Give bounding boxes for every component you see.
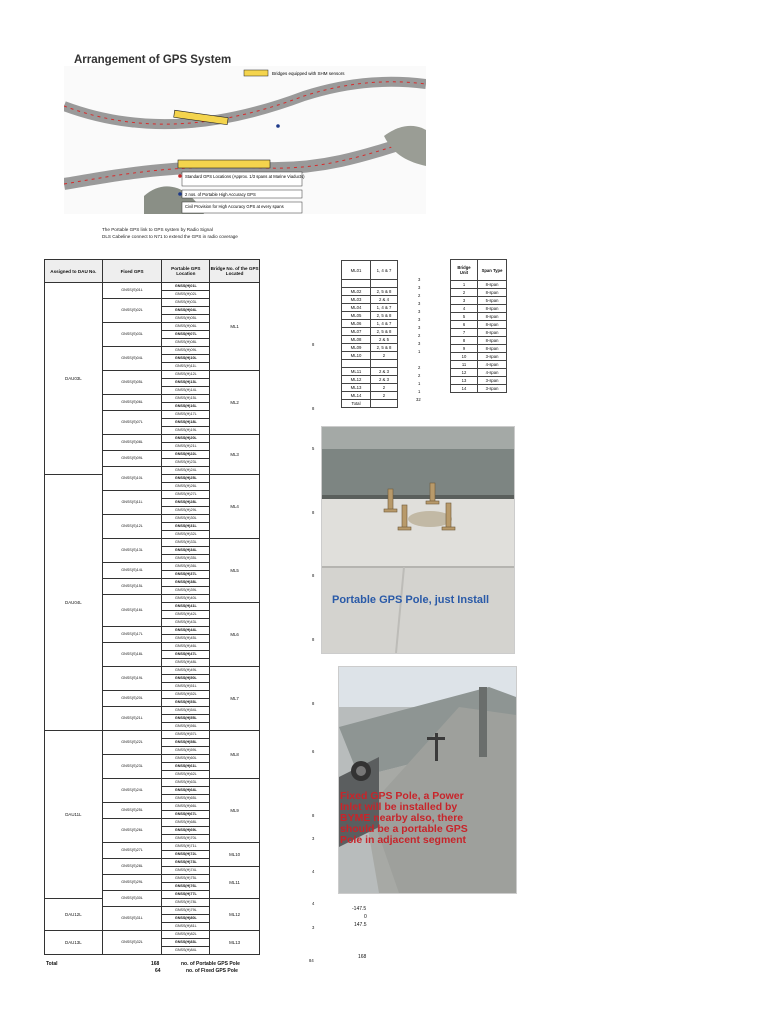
- callout-civil: Civil Provision for High Accuracy GPS at every spans: [185, 204, 284, 209]
- bridge-cell: ML1: [210, 283, 260, 371]
- portable-gps-cell: GNSS(H)35L: [162, 555, 210, 563]
- portable-gps-cell: GNSS(H)62L: [162, 771, 210, 779]
- fixed-gps-cell: GNSS(S)16L: [102, 595, 162, 627]
- ml-row: [342, 304, 398, 312]
- ml-count: 2: [418, 293, 421, 298]
- side-count: 8: [312, 637, 315, 642]
- footer-total-label: Total: [46, 961, 58, 967]
- span-type-cell: 4-span: [478, 369, 507, 377]
- ml-location-cell: 2 & 3: [371, 376, 398, 384]
- fixed-gps-cell: GNSS(S)29L: [102, 875, 162, 891]
- ml-name-cell: [342, 360, 371, 368]
- fixed-gps-cell: GNSS(S)28L: [102, 859, 162, 875]
- span-type-cell: 8-span: [478, 281, 507, 289]
- fixed-gps-cell: GNSS(S)09L: [102, 451, 162, 467]
- ml-location-cell: 2 & 3: [371, 368, 398, 376]
- portable-gps-cell: GNSS(H)20L: [162, 435, 210, 443]
- portable-gps-cell: GNSS(H)40L: [162, 595, 210, 603]
- fixed-gps-cell: GNSS(S)30L: [102, 891, 162, 907]
- ml-name-cell: [342, 280, 371, 288]
- fixed-gps-cell: GNSS(S)27L: [102, 843, 162, 859]
- bridge-unit-cell: 14: [451, 385, 478, 393]
- ml-name-cell: ML06: [342, 320, 371, 328]
- side-count: 3: [312, 925, 315, 930]
- header-bridge-no: Bridge No. of the GPS Located: [210, 260, 260, 283]
- portable-gps-cell: GNSS(H)45L: [162, 635, 210, 643]
- span-type-cell: 4-span: [478, 361, 507, 369]
- ml-count: 2: [418, 333, 421, 338]
- portable-gps-cell: GNSS(H)24L: [162, 467, 210, 475]
- fixed-gps-cell: GNSS(S)12L: [102, 515, 162, 539]
- portable-gps-cell: GNSS(H)36L: [162, 563, 210, 571]
- ml-row: [342, 336, 398, 344]
- portable-gps-cell: GNSS(H)79L: [162, 907, 210, 915]
- portable-gps-cell: GNSS(H)43L: [162, 619, 210, 627]
- span-row: [451, 369, 507, 377]
- portable-gps-cell: GNSS(H)48L: [162, 659, 210, 667]
- portable-gps-cell: GNSS(H)63L: [162, 779, 210, 787]
- span-row: [451, 297, 507, 305]
- portable-gps-cell: GNSS(H)65L: [162, 795, 210, 803]
- bridge-unit-cell: 8: [451, 337, 478, 345]
- ml-row: [342, 296, 398, 304]
- fixed-gps-cell: GNSS(S)24L: [102, 779, 162, 803]
- portable-gps-cell: GNSS(H)01L: [162, 283, 210, 291]
- side-count: 8: [312, 701, 315, 706]
- map-title: Arrangement of GPS System: [74, 54, 232, 66]
- ml-location-cell: 2, 5 & 8: [371, 312, 398, 320]
- gps-assignment-table: [44, 259, 260, 955]
- portable-gps-cell: GNSS(H)26L: [162, 483, 210, 491]
- portable-gps-cell: GNSS(H)06L: [162, 323, 210, 331]
- bridge-unit-cell: 1: [451, 281, 478, 289]
- ml-count: 3: [418, 309, 421, 314]
- dau-cell: DAU03L: [45, 283, 103, 475]
- dau-cell: DAU04L: [45, 475, 103, 731]
- header-fixed-gps: Fixed GPS: [102, 260, 162, 283]
- ml-location-cell: 2: [371, 384, 398, 392]
- portable-gps-cell: GNSS(H)08L: [162, 339, 210, 347]
- span-row: [451, 329, 507, 337]
- bridge-cell: ML2: [210, 371, 260, 435]
- ml-row: [342, 384, 398, 392]
- bridge-unit-cell: 13: [451, 377, 478, 385]
- portable-gps-photo: [321, 426, 515, 654]
- bridge-unit-cell: 9: [451, 345, 478, 353]
- fixed-gps-cell: GNSS(S)06L: [102, 395, 162, 411]
- fixed-gps-cell: GNSS(S)13L: [102, 539, 162, 563]
- ml-count: 1: [418, 389, 421, 394]
- portable-gps-cell: GNSS(H)39L: [162, 587, 210, 595]
- fixed-gps-cell: GNSS(S)20L: [102, 691, 162, 707]
- portable-gps-cell: GNSS(H)59L: [162, 747, 210, 755]
- ml-row: [342, 280, 398, 288]
- ml-count: 3: [418, 317, 421, 322]
- gps-arrangement-map: [64, 66, 426, 214]
- ml-name-cell: ML04: [342, 304, 371, 312]
- ml-row: [342, 392, 398, 400]
- portable-gps-cell: GNSS(H)69L: [162, 827, 210, 835]
- fixed-gps-cell: GNSS(S)15L: [102, 579, 162, 595]
- portable-gps-cell: GNSS(H)55L: [162, 715, 210, 723]
- span-row: [451, 385, 507, 393]
- fixed-gps-cell: GNSS(S)14L: [102, 563, 162, 579]
- span-row: [451, 361, 507, 369]
- ml-row: [342, 352, 398, 360]
- portable-gps-cell: GNSS(H)44L: [162, 627, 210, 635]
- span-row: [451, 289, 507, 297]
- note-radio-signal: The Portable GPS link to GPS system by Radio Signal: [102, 227, 213, 232]
- fixed-gps-cell: GNSS(S)02L: [102, 299, 162, 323]
- fixed-gps-cell: GNSS(S)21L: [102, 707, 162, 731]
- portable-gps-cell: GNSS(H)72L: [162, 851, 210, 859]
- ml-location-cell: 1, 4 & 7: [371, 320, 398, 328]
- side-count: 3: [312, 836, 315, 841]
- legend-bridges-label: Bridges equipped with SHM sensors: [272, 71, 345, 76]
- fixed-gps-caption: Fixed GPS Pole, a Power Inlet will be installed by BYME nearby also, there should be a portable GPS Pole in adjacent segment: [340, 790, 468, 846]
- portable-gps-cell: GNSS(H)21L: [162, 443, 210, 451]
- span-type-cell: 3-span: [478, 377, 507, 385]
- portable-gps-cell: GNSS(H)77L: [162, 891, 210, 899]
- portable-gps-cell: GNSS(H)66L: [162, 803, 210, 811]
- span-row: [451, 313, 507, 321]
- portable-gps-cell: GNSS(H)37L: [162, 571, 210, 579]
- offset-zero: 0: [364, 914, 367, 920]
- portable-gps-cell: GNSS(H)76L: [162, 883, 210, 891]
- span-row: [451, 377, 507, 385]
- portable-gps-cell: GNSS(H)05L: [162, 315, 210, 323]
- span-type-cell: 8-span: [478, 345, 507, 353]
- bridge-unit-cell: 3: [451, 297, 478, 305]
- ml-row: [342, 328, 398, 336]
- fixed-gps-cell: GNSS(S)05L: [102, 371, 162, 395]
- ml-name-cell: ML03: [342, 296, 371, 304]
- ml-location-cell: 1, 4 & 7: [371, 261, 398, 280]
- footer-total-portable: 168: [151, 961, 160, 967]
- portable-gps-cell: GNSS(H)42L: [162, 611, 210, 619]
- ml-name-cell: ML01: [342, 261, 371, 280]
- portable-gps-cell: GNSS(H)46L: [162, 643, 210, 651]
- side-count: 84: [309, 958, 314, 963]
- fixed-gps-cell: GNSS(S)19L: [102, 667, 162, 691]
- span-type-cell: 8-span: [478, 329, 507, 337]
- fixed-gps-cell: GNSS(S)25L: [102, 803, 162, 819]
- portable-gps-cell: GNSS(H)15L: [162, 395, 210, 403]
- portable-gps-cell: GNSS(H)54L: [162, 707, 210, 715]
- bridge-unit-cell: 6: [451, 321, 478, 329]
- portable-gps-cell: GNSS(H)82L: [162, 931, 210, 939]
- portable-gps-cell: GNSS(H)30L: [162, 515, 210, 523]
- portable-gps-cell: GNSS(H)38L: [162, 579, 210, 587]
- portable-gps-cell: GNSS(H)19L: [162, 427, 210, 435]
- portable-gps-cell: GNSS(H)22L: [162, 451, 210, 459]
- portable-gps-cell: GNSS(H)68L: [162, 819, 210, 827]
- bridge-unit-cell: 10: [451, 353, 478, 361]
- bridge-cell: ML6: [210, 603, 260, 667]
- portable-gps-cell: GNSS(H)78L: [162, 899, 210, 907]
- portable-gps-cell: GNSS(H)61L: [162, 763, 210, 771]
- portable-gps-caption: Portable GPS Pole, just Install: [332, 594, 490, 606]
- portable-gps-cell: GNSS(H)64L: [162, 787, 210, 795]
- bridge-cell: ML4: [210, 475, 260, 539]
- footer-portable-text: no. of Portable GPS Pole: [181, 961, 240, 967]
- side-count: 8: [312, 510, 315, 515]
- header-span-type: Span Type: [478, 260, 507, 281]
- side-count: 8: [312, 813, 315, 818]
- ml-count: 32: [416, 397, 421, 402]
- portable-gps-cell: GNSS(H)51L: [162, 683, 210, 691]
- dau-cell: DAU12L: [45, 899, 103, 931]
- portable-gps-cell: GNSS(H)71L: [162, 843, 210, 851]
- portable-gps-cell: GNSS(H)09L: [162, 347, 210, 355]
- portable-gps-cell: GNSS(H)70L: [162, 835, 210, 843]
- ml-count: 1: [418, 349, 421, 354]
- ml-name-cell: ML14: [342, 392, 371, 400]
- fixed-gps-cell: GNSS(S)23L: [102, 755, 162, 779]
- ml-name-cell: ML10: [342, 352, 371, 360]
- fixed-gps-cell: GNSS(S)31L: [102, 907, 162, 931]
- span-type-cell: 8-span: [478, 313, 507, 321]
- portable-gps-cell: GNSS(H)12L: [162, 371, 210, 379]
- ml-count: 3: [418, 301, 421, 306]
- dau-cell: DAU13L: [45, 931, 103, 955]
- span-type-cell: 8-span: [478, 337, 507, 345]
- footer-fixed-text: no. of Fixed GPS Pole: [186, 968, 238, 974]
- portable-gps-cell: GNSS(H)47L: [162, 651, 210, 659]
- portable-gps-cell: GNSS(H)57L: [162, 731, 210, 739]
- ml-row: [342, 344, 398, 352]
- bridge-cell: ML9: [210, 779, 260, 843]
- ml-row: [342, 261, 398, 280]
- side-count: 4: [312, 869, 315, 874]
- portable-gps-cell: GNSS(H)75L: [162, 875, 210, 883]
- bridge-cell: ML8: [210, 731, 260, 779]
- header-bridge-unit: Bridge Unit: [451, 260, 478, 281]
- bridge-cell: ML5: [210, 539, 260, 603]
- ml-location-cell: 2 & 4: [371, 296, 398, 304]
- fixed-gps-cell: GNSS(S)26L: [102, 819, 162, 843]
- span-row: [451, 345, 507, 353]
- span-row: [451, 353, 507, 361]
- ml-count: 1: [418, 381, 421, 386]
- span-type-table: [450, 259, 507, 393]
- ml-name-cell: ML07: [342, 328, 371, 336]
- bridge-unit-cell: 11: [451, 361, 478, 369]
- portable-gps-cell: GNSS(H)23L: [162, 459, 210, 467]
- bridge-unit-cell: 7: [451, 329, 478, 337]
- header-portable-gps: Portable GPS Location: [162, 260, 210, 283]
- portable-gps-cell: GNSS(H)02L: [162, 291, 210, 299]
- fixed-gps-cell: GNSS(S)01L: [102, 283, 162, 299]
- portable-gps-cell: GNSS(H)83L: [162, 939, 210, 947]
- fixed-gps-cell: GNSS(S)07L: [102, 411, 162, 435]
- ml-name-cell: ML08: [342, 336, 371, 344]
- span-type-cell: 3-span: [478, 353, 507, 361]
- bridge-unit-cell: 12: [451, 369, 478, 377]
- ml-location-cell: [371, 400, 398, 408]
- bridge-cell: ML11: [210, 867, 260, 899]
- ml-location-cell: 2 & 5: [371, 336, 398, 344]
- table-row: [45, 931, 260, 939]
- portable-gps-cell: GNSS(H)34L: [162, 547, 210, 555]
- fixed-gps-photo: [338, 666, 517, 894]
- ml-name-cell: ML02: [342, 288, 371, 296]
- ml-location-cell: 2, 5 & 8: [371, 328, 398, 336]
- portable-gps-cell: GNSS(H)16L: [162, 403, 210, 411]
- note-cable-link: DLS Cabeline connect to N71 to extend the GPS in radio coverage: [102, 234, 238, 239]
- callout-standard: Standard GPS Locations (Approx. 1/3 spans at Marine Viaducts): [185, 174, 305, 179]
- ml-count: 2: [418, 373, 421, 378]
- offset-minus: -147.5: [352, 906, 367, 912]
- portable-gps-cell: GNSS(H)50L: [162, 675, 210, 683]
- portable-gps-cell: GNSS(H)58L: [162, 739, 210, 747]
- portable-gps-cell: GNSS(H)32L: [162, 531, 210, 539]
- fixed-gps-cell: GNSS(S)10L: [102, 467, 162, 491]
- portable-gps-cell: GNSS(H)11L: [162, 363, 210, 371]
- portable-gps-cell: GNSS(H)18L: [162, 419, 210, 427]
- ml-row: [342, 360, 398, 368]
- ml-location-cell: [371, 280, 398, 288]
- bridge-unit-cell: 4: [451, 305, 478, 313]
- portable-gps-cell: GNSS(H)28L: [162, 499, 210, 507]
- bridge-unit-cell: 5: [451, 313, 478, 321]
- fixed-gps-cell: GNSS(S)18L: [102, 643, 162, 667]
- fixed-gps-cell: GNSS(S)32L: [102, 931, 162, 955]
- fixed-gps-cell: GNSS(S)17L: [102, 627, 162, 643]
- portable-gps-cell: GNSS(H)73L: [162, 859, 210, 867]
- span-row: [451, 281, 507, 289]
- side-count: 8: [312, 342, 315, 347]
- ml-count: 2: [418, 365, 421, 370]
- portable-gps-cell: GNSS(H)41L: [162, 603, 210, 611]
- portable-gps-cell: GNSS(H)81L: [162, 923, 210, 931]
- portable-gps-cell: GNSS(H)74L: [162, 867, 210, 875]
- bridge-cell: ML10: [210, 843, 260, 867]
- ml-location-cell: 1, 4 & 7: [371, 304, 398, 312]
- dau-cell: DAU11L: [45, 731, 103, 899]
- portable-gps-cell: GNSS(H)03L: [162, 299, 210, 307]
- portable-gps-cell: GNSS(H)56L: [162, 723, 210, 731]
- bridge-unit-cell: 2: [451, 289, 478, 297]
- ml-location-cell: 2, 5 & 8: [371, 288, 398, 296]
- span-type-cell: 8-span: [478, 289, 507, 297]
- portable-gps-cell: GNSS(H)52L: [162, 691, 210, 699]
- bridge-cell: ML7: [210, 667, 260, 731]
- ml-row: [342, 320, 398, 328]
- span-type-cell: 8-span: [478, 305, 507, 313]
- ml-name-cell: ML09: [342, 344, 371, 352]
- side-count: 4: [312, 901, 315, 906]
- bridge-cell: ML13: [210, 931, 260, 955]
- portable-gps-cell: GNSS(H)84L: [162, 947, 210, 955]
- ml-count: 3: [418, 325, 421, 330]
- portable-gps-cell: GNSS(H)25L: [162, 475, 210, 483]
- bridge-cell: ML3: [210, 435, 260, 475]
- footer-total-fixed: 64: [155, 968, 161, 974]
- ml-location-cell: 2, 5 & 8: [371, 344, 398, 352]
- ml-row: [342, 376, 398, 384]
- header-dau: Assigned to DAU No.: [45, 260, 103, 283]
- ml-row: [342, 312, 398, 320]
- fixed-gps-cell: GNSS(S)11L: [102, 491, 162, 515]
- portable-gps-cell: GNSS(H)10L: [162, 355, 210, 363]
- ml-count: 3: [418, 341, 421, 346]
- portable-gps-cell: GNSS(H)60L: [162, 755, 210, 763]
- ml-location-cell: 2: [371, 392, 398, 400]
- side-count: 5: [312, 446, 315, 451]
- ml-name-cell: ML12: [342, 376, 371, 384]
- ml-segment-table: [341, 260, 398, 408]
- portable-gps-cell: GNSS(H)07L: [162, 331, 210, 339]
- span-type-cell: 8-span: [478, 321, 507, 329]
- portable-gps-cell: GNSS(H)04L: [162, 307, 210, 315]
- callout-portable: 2 nos. of Portable High Accuracy GPS: [185, 192, 256, 197]
- span-type-cell: 3-span: [478, 385, 507, 393]
- portable-gps-cell: GNSS(H)53L: [162, 699, 210, 707]
- span-type-cell: 5-span: [478, 297, 507, 305]
- span-row: [451, 305, 507, 313]
- ml-name-cell: ML11: [342, 368, 371, 376]
- ml-location-cell: [371, 360, 398, 368]
- table-row: [45, 731, 260, 739]
- fixed-gps-cell: GNSS(S)03L: [102, 323, 162, 347]
- bridge-cell: ML12: [210, 899, 260, 931]
- side-count: 8: [312, 406, 315, 411]
- portable-gps-cell: GNSS(H)17L: [162, 411, 210, 419]
- fixed-gps-cell: GNSS(S)22L: [102, 731, 162, 755]
- portable-gps-cell: GNSS(H)80L: [162, 915, 210, 923]
- portable-gps-cell: GNSS(H)31L: [162, 523, 210, 531]
- ml-row: [342, 400, 398, 408]
- ml-name-cell: ML13: [342, 384, 371, 392]
- portable-gps-cell: GNSS(H)27L: [162, 491, 210, 499]
- fixed-gps-cell: GNSS(S)08L: [102, 435, 162, 451]
- bottom-sum: 168: [358, 954, 367, 960]
- portable-gps-cell: GNSS(H)33L: [162, 539, 210, 547]
- portable-gps-cell: GNSS(H)13L: [162, 379, 210, 387]
- span-row: [451, 321, 507, 329]
- offset-plus: 147.5: [354, 922, 367, 928]
- side-count: 8: [312, 573, 315, 578]
- portable-gps-cell: GNSS(H)49L: [162, 667, 210, 675]
- ml-count: 3: [418, 285, 421, 290]
- fixed-gps-cell: GNSS(S)04L: [102, 347, 162, 371]
- portable-gps-cell: GNSS(H)67L: [162, 811, 210, 819]
- ml-location-cell: 2: [371, 352, 398, 360]
- span-row: [451, 337, 507, 345]
- side-count: 6: [312, 749, 315, 754]
- ml-row: [342, 288, 398, 296]
- portable-gps-cell: GNSS(H)29L: [162, 507, 210, 515]
- table-row: [45, 283, 260, 291]
- ml-count: 3: [418, 277, 421, 282]
- ml-row: [342, 368, 398, 376]
- portable-gps-cell: GNSS(H)14L: [162, 387, 210, 395]
- ml-name-cell: Total: [342, 400, 371, 408]
- ml-name-cell: ML05: [342, 312, 371, 320]
